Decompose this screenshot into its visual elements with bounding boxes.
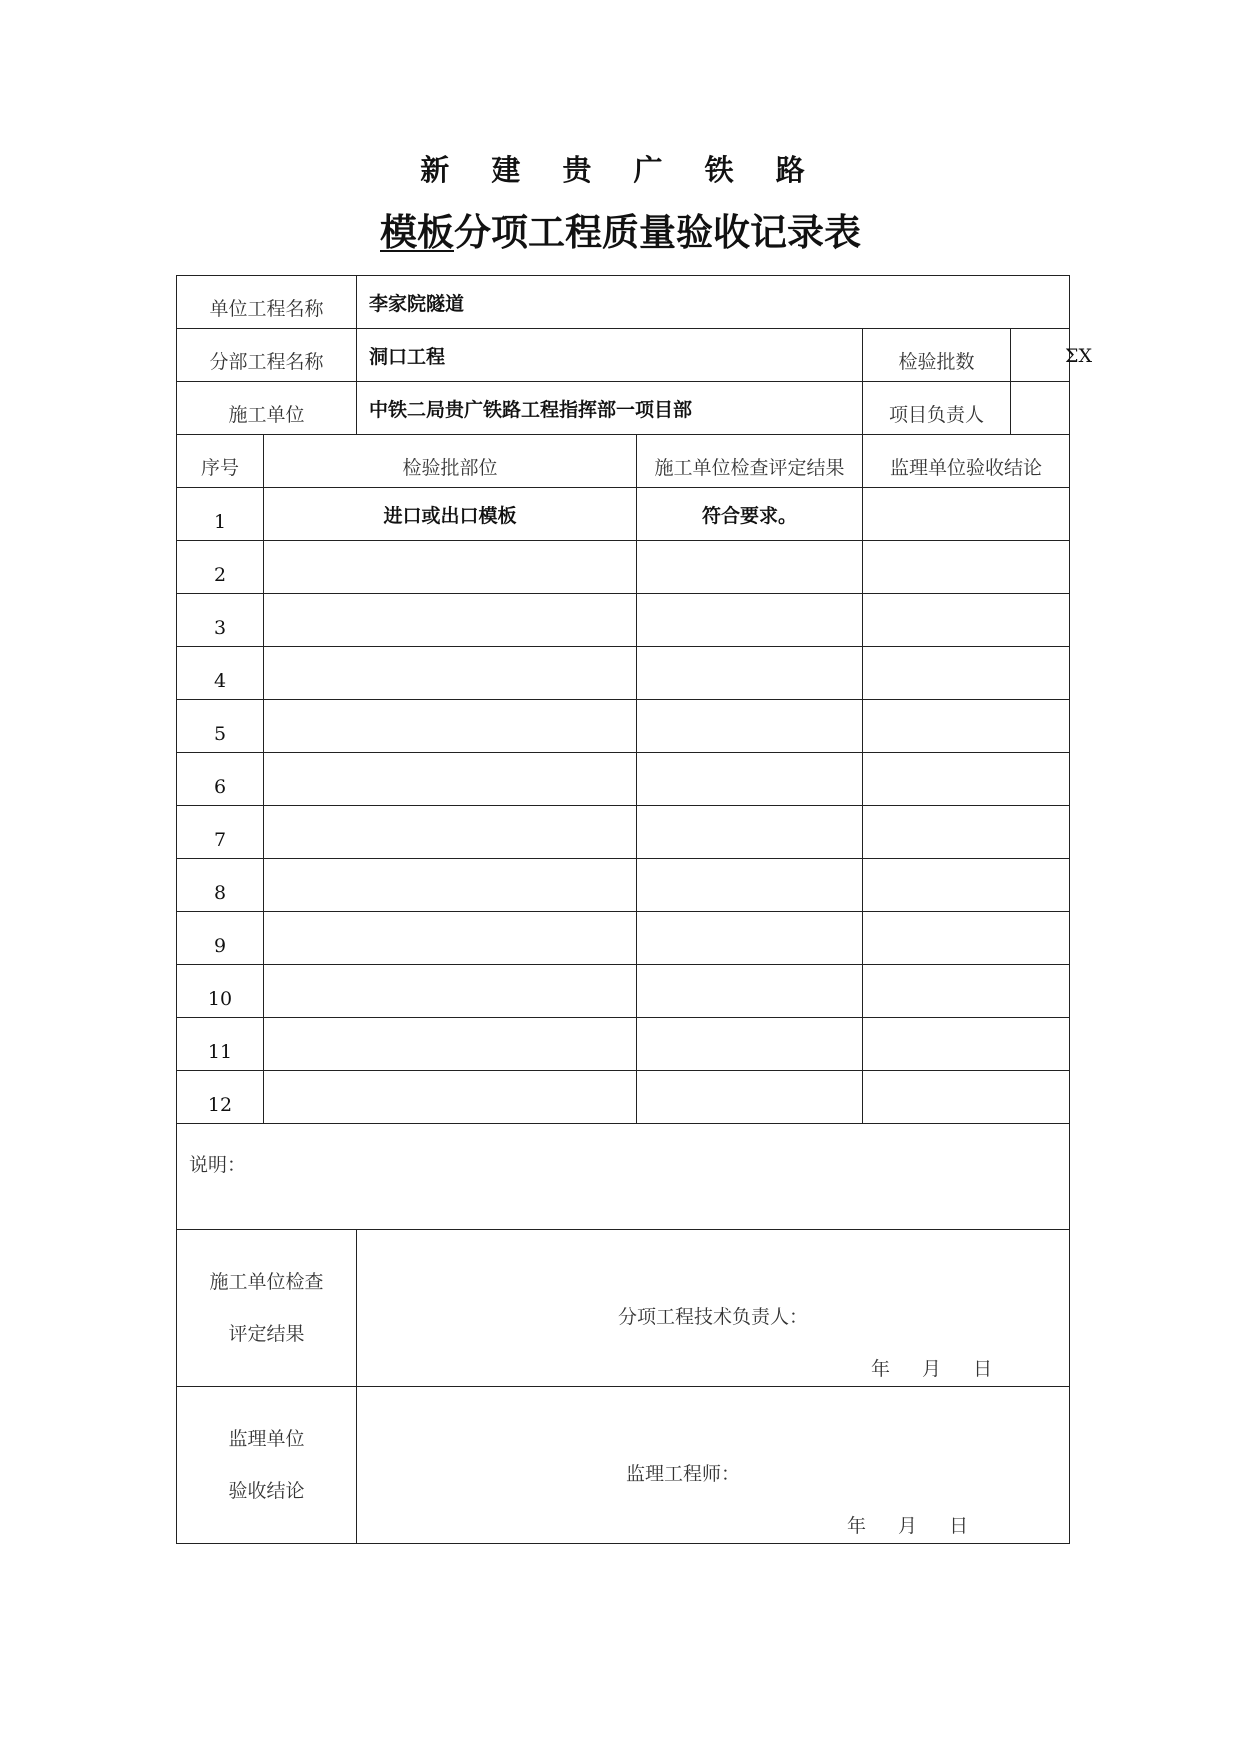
row-result: [637, 859, 863, 912]
unit-project-label: 单位工程名称: [177, 276, 357, 329]
document-title-line1: 新 建 贵 广 铁 路: [420, 153, 821, 187]
row-conclusion: [863, 806, 1070, 859]
row-no: 9: [177, 912, 264, 965]
table-row: [177, 647, 1070, 700]
row-no: 3: [177, 594, 264, 647]
batch-count-cell: [1011, 329, 1092, 382]
supervision-label-line1: 监理单位: [228, 1428, 305, 1450]
table-row: [177, 912, 1070, 965]
row-no: 2: [177, 541, 264, 594]
col-header-conclusion: 监理单位验收结论: [863, 435, 1070, 488]
document-title-line2: [0, 202, 1241, 256]
row-no: 12: [177, 1071, 264, 1124]
title-rest: 分项工程质量验收记录表: [454, 211, 861, 254]
sub-project-label: 分部工程名称: [177, 329, 357, 382]
construction-check-label: [177, 1230, 357, 1387]
row-result: [637, 965, 863, 1018]
row-conclusion: [863, 594, 1070, 647]
construction-unit-value: 中铁二局贵广铁路工程指挥部一项目部: [357, 382, 863, 435]
row-conclusion: [863, 965, 1070, 1018]
row-no: 10: [177, 965, 264, 1018]
row-result: [637, 700, 863, 753]
title-underlined-part: 模板: [380, 211, 454, 254]
row-part: [264, 753, 637, 806]
table-row: [177, 594, 1070, 647]
construction-check-label-line2: 评定结果: [228, 1323, 305, 1345]
technical-lead-signature-label: 分项工程技术负责人：: [618, 1306, 809, 1328]
row-conclusion: [863, 488, 1070, 541]
row-part: [264, 700, 637, 753]
batch-count-label: 检验批数: [863, 329, 1011, 382]
table-row: [177, 965, 1070, 1018]
table-row: [177, 488, 1070, 541]
unit-project-value: 李家院隧道: [357, 276, 1070, 329]
project-manager-value: [1011, 382, 1070, 435]
row-result: [637, 912, 863, 965]
supervision-label-line2: 验收结论: [228, 1480, 305, 1502]
construction-check-signature-area: [357, 1230, 1070, 1387]
row-part: [264, 965, 637, 1018]
construction-unit-label: 施工单位: [177, 382, 357, 435]
row-result: 符合要求。: [637, 488, 863, 541]
table-row: [177, 859, 1070, 912]
row-result: [637, 806, 863, 859]
col-header-part: 检验批部位: [264, 435, 637, 488]
row-conclusion: [863, 700, 1070, 753]
row-result: [637, 1071, 863, 1124]
table-row: [177, 700, 1070, 753]
row-result: [637, 647, 863, 700]
row-part: [264, 1018, 637, 1071]
table-row: [177, 1071, 1070, 1124]
construction-check-label-line1: 施工单位检查: [209, 1271, 324, 1293]
row-no: 7: [177, 806, 264, 859]
row-result: [637, 541, 863, 594]
notes-label: 说明：: [177, 1124, 1070, 1230]
row-no: 6: [177, 753, 264, 806]
table-row: [177, 806, 1070, 859]
row-part: [264, 594, 637, 647]
row-result: [637, 753, 863, 806]
row-conclusion: [863, 647, 1070, 700]
row-conclusion: [863, 1018, 1070, 1071]
row-no: 5: [177, 700, 264, 753]
table-row: [177, 1018, 1070, 1071]
supervision-signature-area: [357, 1387, 1070, 1544]
row-part: 进口或出口模板: [264, 488, 637, 541]
row-part: [264, 912, 637, 965]
acceptance-record-table: [176, 275, 1092, 1544]
row-conclusion: [863, 859, 1070, 912]
row-conclusion: [863, 912, 1070, 965]
project-manager-label: 项目负责人: [863, 382, 1011, 435]
row-no: 4: [177, 647, 264, 700]
table-row: [177, 541, 1070, 594]
row-part: [264, 806, 637, 859]
row-no: 1: [177, 488, 264, 541]
row-part: [264, 647, 637, 700]
supervising-engineer-signature-label: 监理工程师：: [626, 1463, 741, 1485]
table-row: [177, 753, 1070, 806]
construction-check-date: 年 月 日: [871, 1358, 993, 1380]
sub-project-value: 洞口工程: [357, 329, 863, 382]
row-no: 8: [177, 859, 264, 912]
row-result: [637, 594, 863, 647]
row-no: 11: [177, 1018, 264, 1071]
row-part: [264, 541, 637, 594]
row-conclusion: [863, 1071, 1070, 1124]
row-part: [264, 859, 637, 912]
row-conclusion: [863, 753, 1070, 806]
row-result: [637, 1018, 863, 1071]
col-header-no: 序号: [177, 435, 264, 488]
row-part: [264, 1071, 637, 1124]
batch-count-value: ΣX: [1065, 345, 1092, 367]
col-header-result: 施工单位检查评定结果: [637, 435, 863, 488]
row-conclusion: [863, 541, 1070, 594]
supervision-date: 年 月 日: [847, 1515, 969, 1537]
